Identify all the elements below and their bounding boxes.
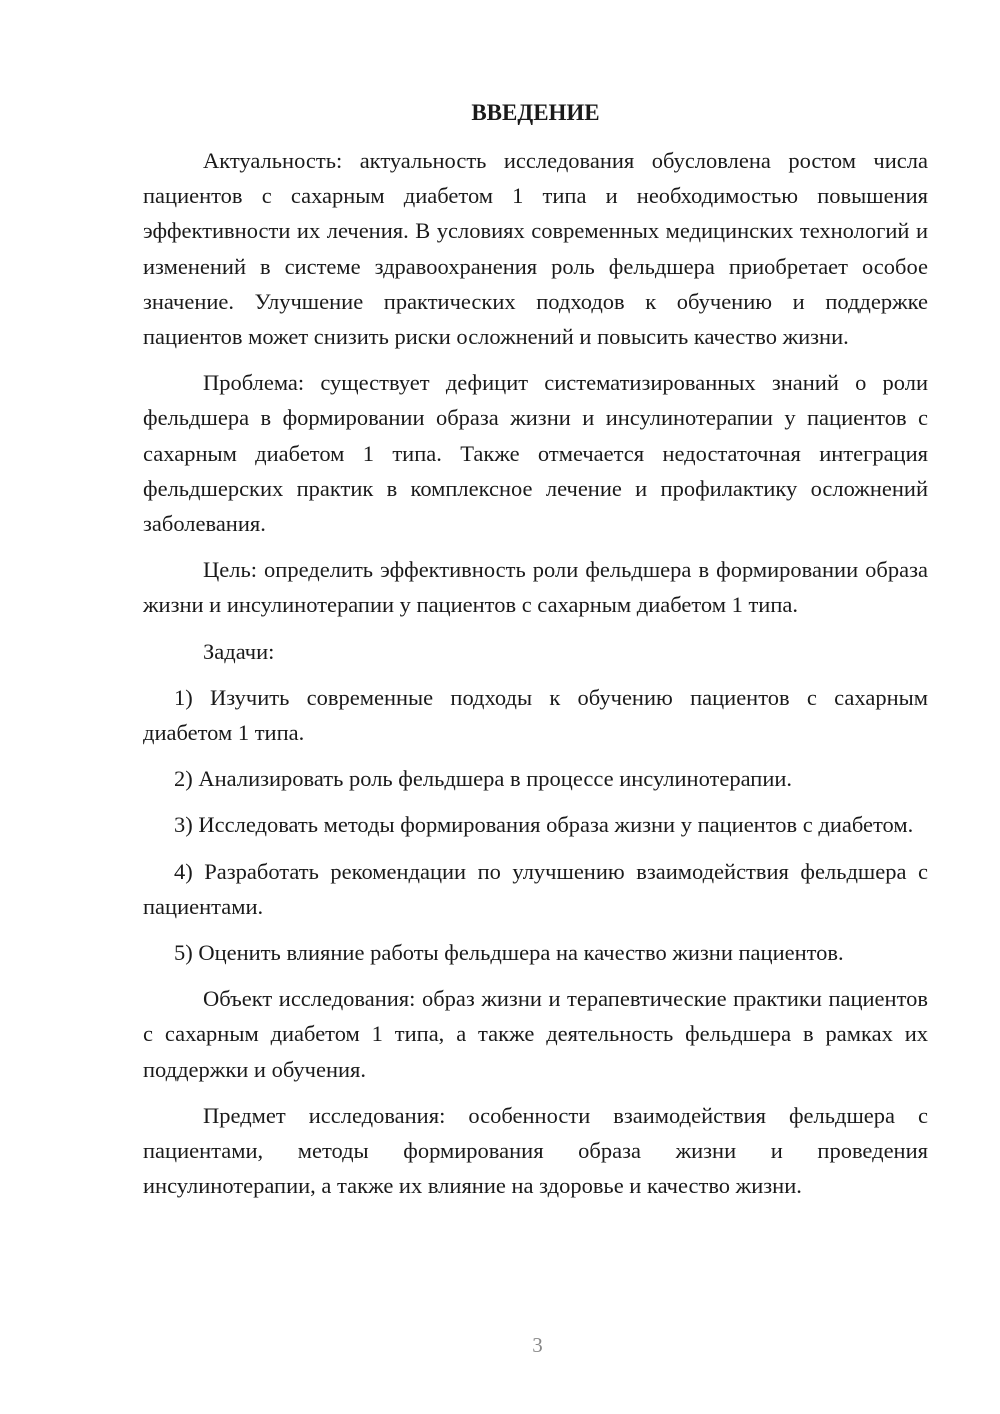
task-item-4: 4) Разработать рекомендации по улучшению взаимодействия фельдшера с пациентами. [143,858,928,919]
section-title: ВВЕДЕНИЕ [471,100,600,125]
task-item-5: 5) Оценить влияние работы фельдшера на качество жизни пациентов. [174,940,844,966]
paragraph-object: Объект исследования: образ жизни и терапевтические практики пациентов с сахарным диабетом 1 типа, а также деятельность фельдшера в рамках их поддержки и обучения. [143,986,928,1082]
paragraph-subject: Предмет исследования: особенности взаимодействия фельдшера с пациентами, методы формирования образа жизни и проведения инсулинотерапии, а также их влияние на здоровье и качество жизни. [143,1102,928,1199]
task-item-2: 2) Анализировать роль фельдшера в процессе инсулинотерапии. [174,766,793,792]
page-number: 3 [532,1333,543,1357]
task-item-1: 1) Изучить современные подходы к обучению пациентов с сахарным диабетом 1 типа. [143,684,928,746]
paragraph-goal: Цель: определить эффективность роли фельдшера в формировании образа жизни и инсулинотерапии у пациентов с сахарным диабетом 1 типа. [143,557,928,618]
tasks-heading: Задачи: [203,638,275,664]
document-page [143,95,928,1214]
paragraph-relevance: Актуальность: актуальность исследования обусловлена ростом числа пациентов с сахарным диабетом 1 типа и необходимостью повышения эффективности их лечения. В условиях современных медицинских технологий и изменений в системе здравоохранения роль фельдшера приобретает особое значение. Улучшение практических подходов к обучению и поддержке пациентов может снизить риски осложнений и повысить качество жизни. [143,148,928,350]
paragraph-problem: Проблема: существует дефицит систематизированных знаний о роли фельдшера в формировании образа жизни и инсулинотерапии у пациентов с сахарным диабетом 1 типа. Также отмечается недостаточная интеграция фельдшерских практик в комплексное лечение и профилактику осложнений заболевания. [143,370,928,537]
task-item-3: 3) Исследовать методы формирования образа жизни у пациентов с диабетом. [174,812,914,838]
